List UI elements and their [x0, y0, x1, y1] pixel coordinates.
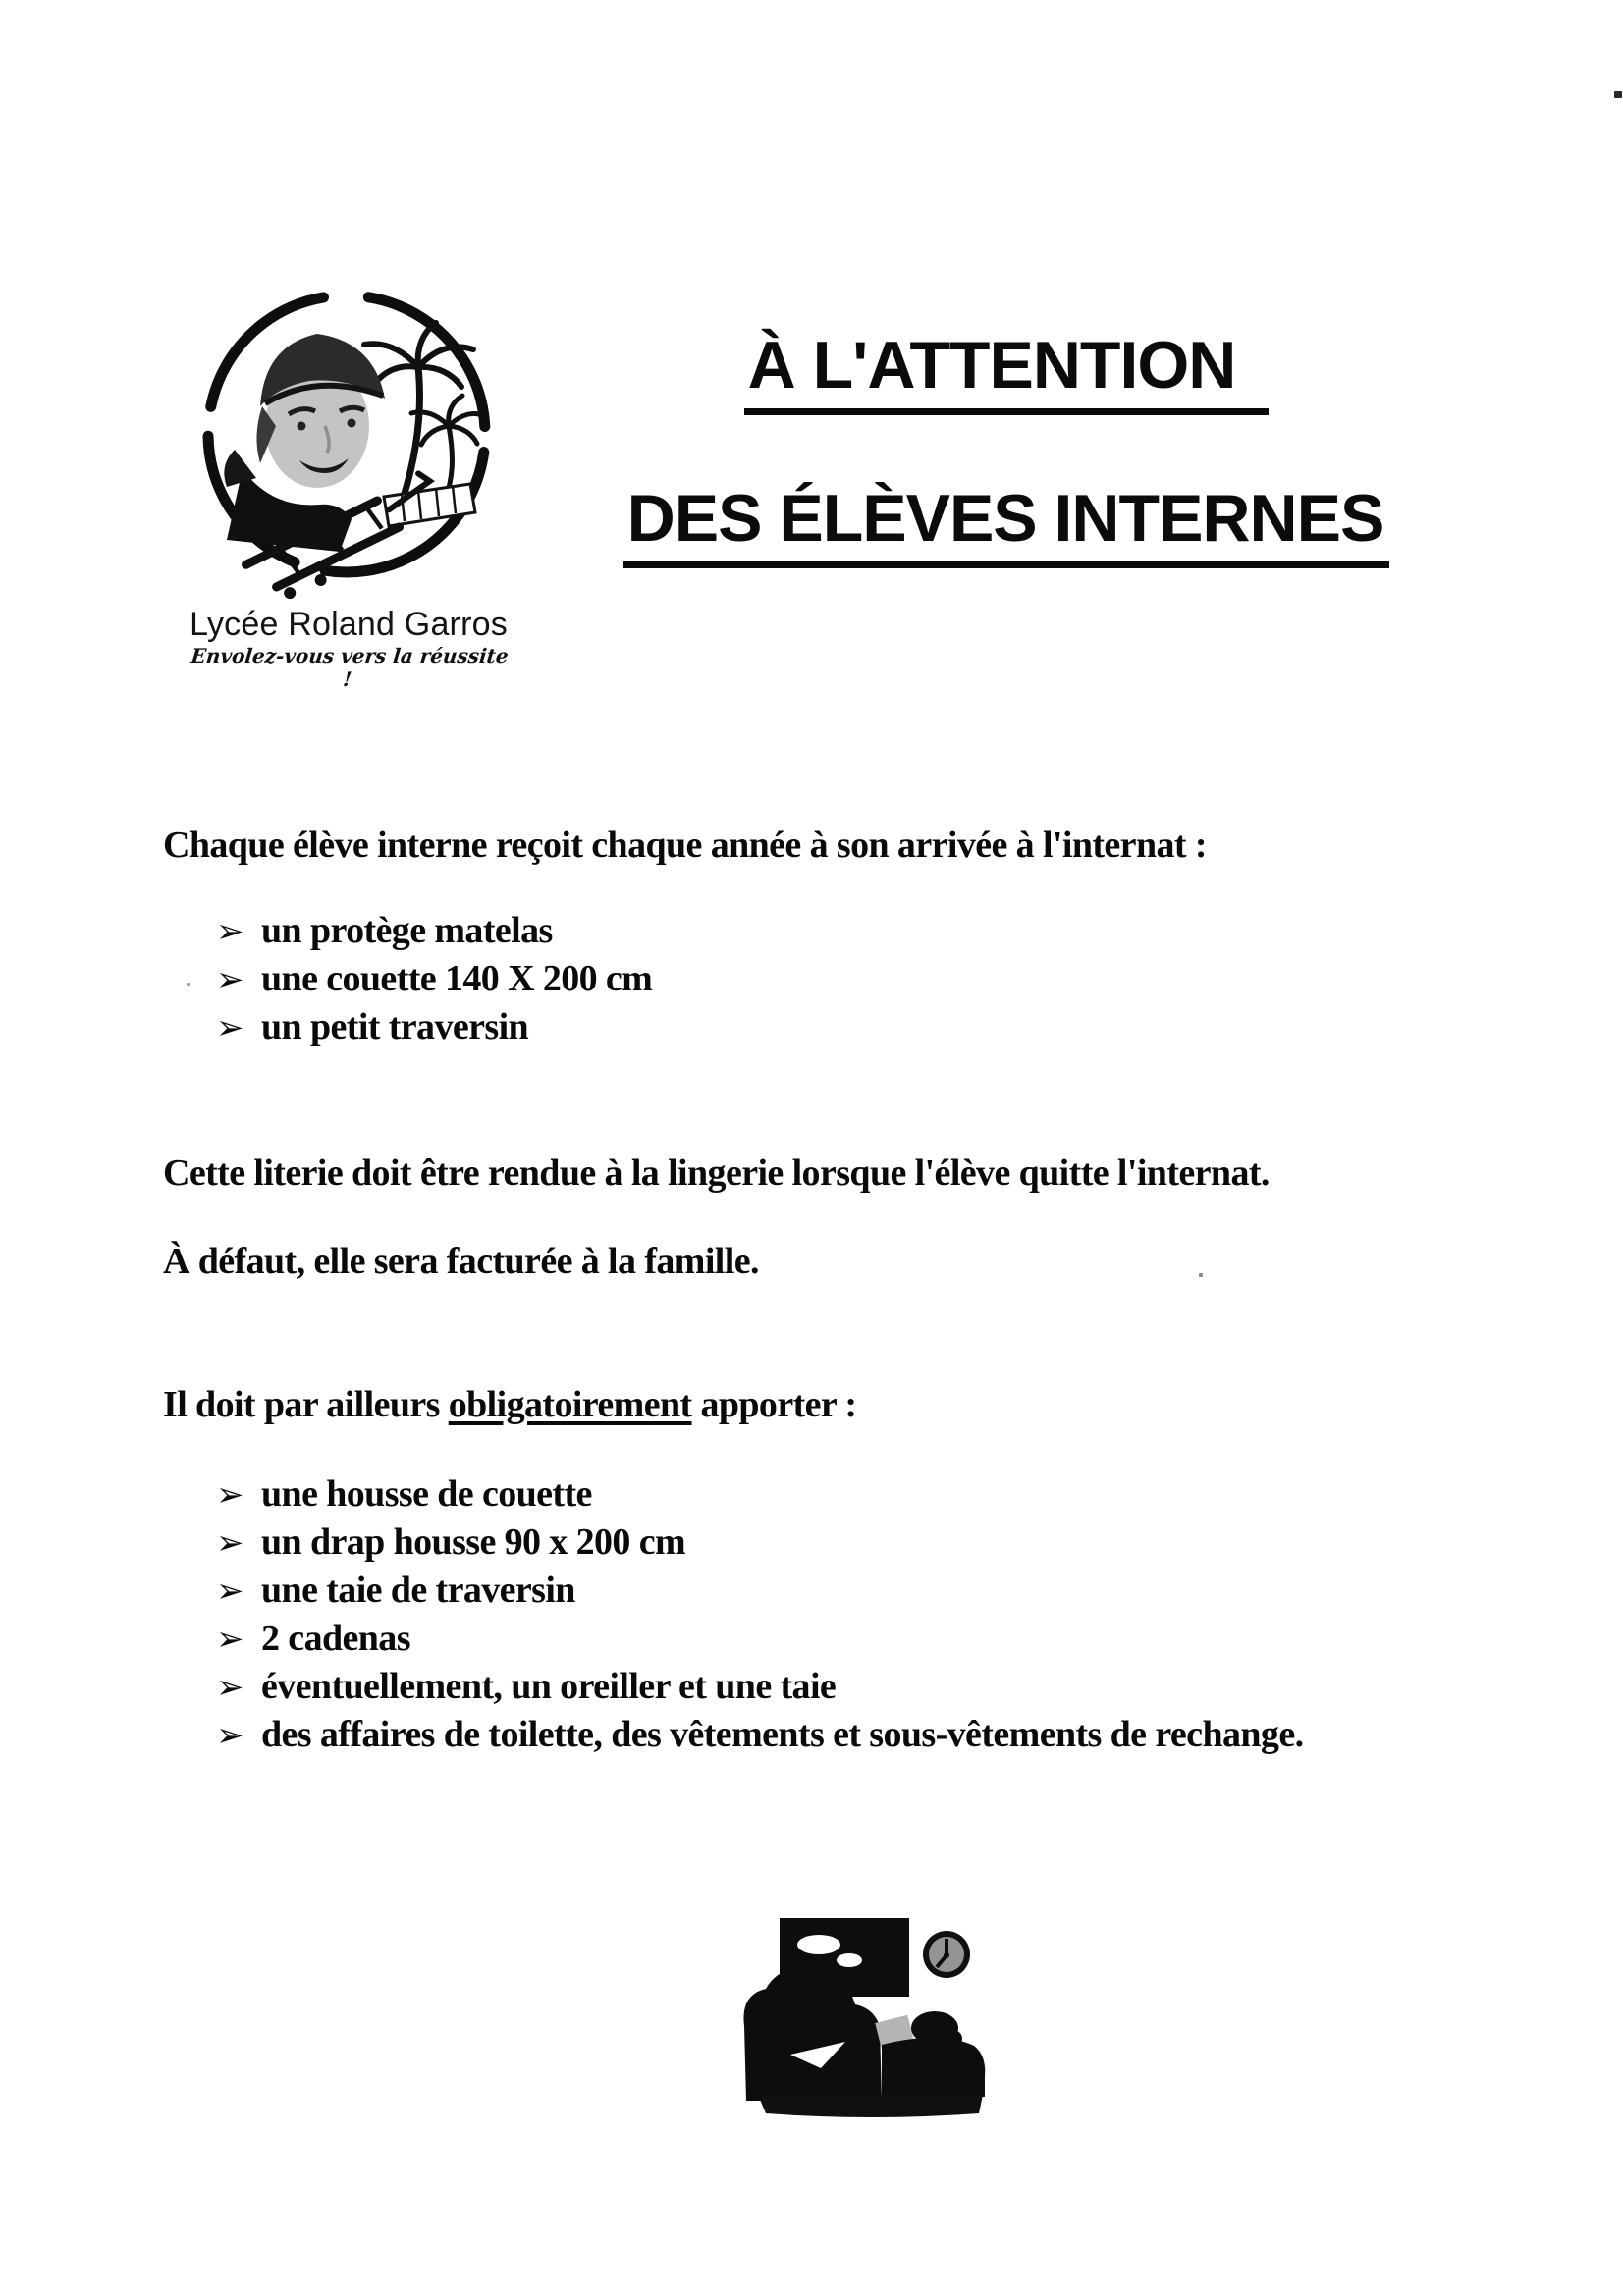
notice-title-line1: À L'ATTENTION	[550, 332, 1463, 415]
list-item-text: un drap housse 90 x 200 cm	[261, 1522, 686, 1563]
list-item-text: 2 cadenas	[261, 1618, 410, 1659]
list-item	[216, 1615, 1304, 1663]
list-item-text: un protège matelas	[261, 910, 553, 951]
arrow-bullet-icon: ➢	[216, 1620, 243, 1659]
provided-items-list	[216, 907, 652, 1051]
list-item-text: éventuellement, un oreiller et une taie	[261, 1666, 837, 1707]
bring-intro-underlined-word: obligatoirement	[448, 1384, 692, 1425]
billing-notice-paragraph: À défaut, elle sera facturée à la famille.	[163, 1241, 759, 1282]
arrow-bullet-icon: ➢	[216, 912, 243, 951]
scan-speck	[1614, 91, 1622, 98]
list-item	[216, 1470, 1304, 1519]
intro-paragraph: Chaque élève interne reçoit chaque année à son arrivée à l'internat :	[163, 825, 1207, 866]
school-logo-block	[187, 277, 511, 691]
list-item	[216, 1663, 1304, 1711]
list-item	[216, 955, 652, 1003]
sleeping-student-illustration	[734, 1908, 992, 2120]
list-item	[216, 1567, 1304, 1615]
bring-intro-paragraph	[163, 1382, 1538, 1427]
notice-title-line2: DES ÉLÈVES INTERNES	[550, 485, 1463, 568]
roland-garros-portrait	[224, 334, 385, 552]
arrow-bullet-icon: ➢	[216, 1523, 243, 1563]
list-item-text: une housse de couette	[261, 1473, 592, 1515]
return-notice-paragraph: Cette literie doit être rendue à la lingerie lorsque l'élève quitte l'internat.	[163, 1152, 1270, 1194]
arrow-bullet-icon: ➢	[216, 1475, 243, 1515]
list-item-text: une taie de traversin	[261, 1570, 575, 1611]
required-items-list	[216, 1470, 1304, 1759]
list-item	[216, 1003, 652, 1051]
lycee-roland-garros-logo	[191, 277, 506, 603]
arrow-bullet-icon: ➢	[216, 1572, 243, 1611]
scan-speck	[187, 983, 190, 986]
wall-clock-icon	[923, 1931, 970, 1978]
palm-trees-icon	[364, 323, 485, 501]
school-motto: Envolez-vous vers la réussite !	[189, 644, 511, 691]
bring-intro-suffix: apporter :	[691, 1384, 857, 1425]
list-item	[216, 1711, 1304, 1759]
list-item	[216, 1519, 1304, 1567]
arrow-bullet-icon: ➢	[216, 1668, 243, 1707]
arrow-bullet-icon: ➢	[216, 960, 243, 999]
list-item	[216, 907, 652, 955]
list-item-text: un petit traversin	[261, 1006, 529, 1047]
school-name: Lycée Roland Garros	[189, 606, 508, 643]
bring-intro-prefix: Il doit par ailleurs	[163, 1384, 449, 1425]
list-item-text: une couette 140 X 200 cm	[261, 958, 653, 999]
arrow-bullet-icon: ➢	[216, 1008, 243, 1047]
arrow-bullet-icon: ➢	[216, 1716, 243, 1755]
list-item-text: des affaires de toilette, des vêtements et sous-vêtements de rechange.	[261, 1714, 1304, 1755]
